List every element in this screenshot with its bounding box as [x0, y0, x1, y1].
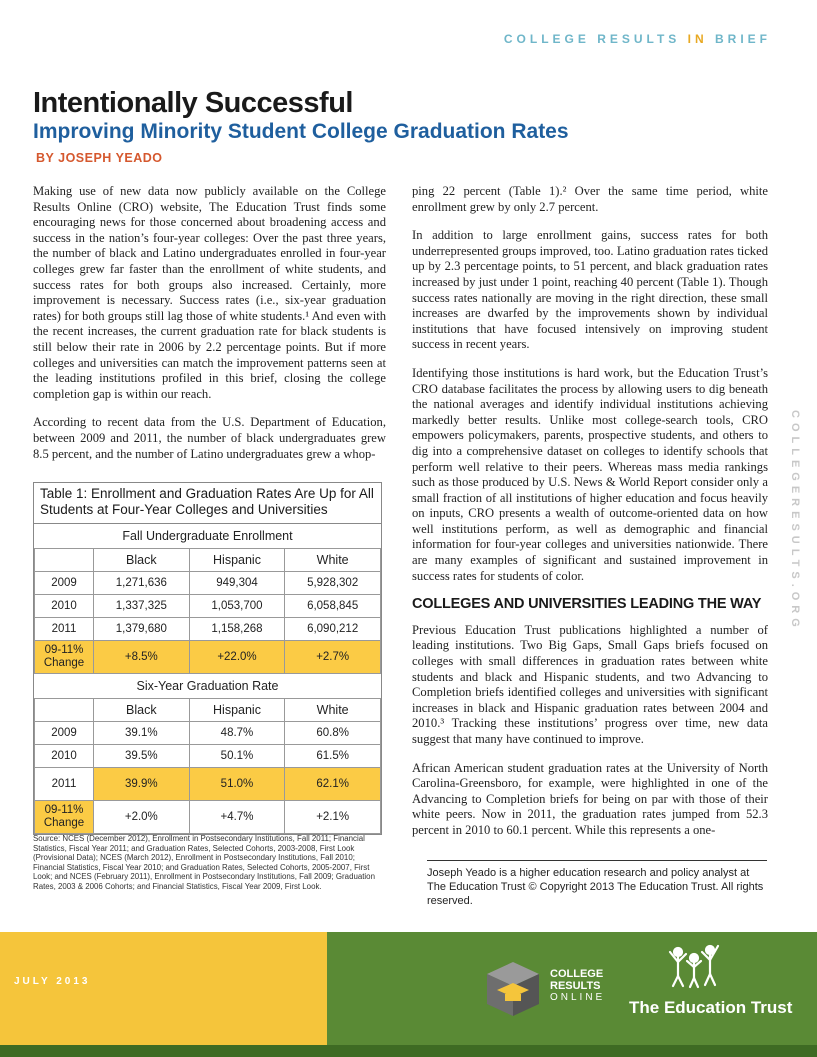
table-cell: 1,053,700 — [189, 595, 285, 618]
cro-line: RESULTS — [550, 980, 601, 992]
row-label: 2010 — [35, 745, 94, 768]
table-body — [34, 524, 381, 834]
table-cell: +8.5% — [94, 641, 190, 674]
table-title: Table 1: Enrollment and Graduation Rates Are Up for All Students at Four-Year Colleges and Universities — [34, 483, 381, 524]
cro-line: ONLINE — [550, 992, 606, 1003]
blank-cell — [35, 699, 94, 722]
table-cell: 60.8% — [285, 722, 381, 745]
column-header: Hispanic — [189, 699, 285, 722]
table-row-change — [35, 641, 381, 674]
table-row-change — [35, 801, 381, 834]
column-header: Black — [94, 549, 190, 572]
column-header: Black — [94, 699, 190, 722]
table-cell: 39.5% — [94, 745, 190, 768]
right-column — [412, 184, 768, 852]
paragraph: Previous Education Trust publications highlighted a number of leading institutions. Two Big Gaps, Small Gaps briefs focused on colleges with small differences in graduation rates between white students and black and Hispanic students, and two Advancing to Completion briefs identified colleges and universities with significant increases in black and Hispanic graduation rates between 2004 and 2010.³ Tracking these institutions’ progress over time, new data suggest that many have continued to improve. — [412, 622, 768, 746]
table-cell: 48.7% — [189, 722, 285, 745]
table-cell: 50.1% — [189, 745, 285, 768]
page-title: Intentionally Successful — [33, 87, 353, 119]
table-cell: +22.0% — [189, 641, 285, 674]
paragraph: Making use of new data now publicly available on the College Results Online (CRO) website, The Education Trust finds some encouraging news for those concerned about broadening access and success in the nation’s four-year colleges: Over the past three years, the number of black and Latino undergraduates enrolled in four-year colleges grew far faster than the enrollment of white students, and success rates for both groups also increased. Certainly, more improvement is necessary. Success rates (i.e., six-year graduation rates) for both groups still lag those of white students.¹ And even with the recent increases, the current graduation rate for black students is still below their rate in 2006 by 2.2 percentage points. But if more colleges and universities can match the improvement patterns seen at the leading institutions profiled in this brief, closing the college completion gap is within our reach. — [33, 184, 386, 401]
education-trust-logo-icon — [664, 940, 724, 990]
table-cell: 39.1% — [94, 722, 190, 745]
table-cell: 6,058,845 — [285, 595, 381, 618]
table-row — [35, 745, 381, 768]
row-label: 2009 — [35, 722, 94, 745]
college-results-online-logo-icon — [483, 956, 543, 1018]
sidebar-url: COLLEGERESULTS.ORG — [789, 410, 801, 632]
table-column-header-row — [35, 549, 381, 572]
paragraph: African American student graduation rates at the University of North Carolina-Greensboro, for example, were highlighted in one of the Advancing to Completion briefs for being on par with those of their white peers. Now in 2011, the graduation rates jumped from 52.3 percent in 2010 to 60.1 percent. While this represents a one- — [412, 760, 768, 837]
left-column — [33, 184, 386, 475]
row-label: 09-11% Change — [35, 641, 94, 674]
table-cell: 1,379,680 — [94, 618, 190, 641]
footer-date: JULY 2013 — [14, 976, 91, 987]
table-row — [35, 618, 381, 641]
header-tag-in: IN — [687, 32, 708, 46]
table-cell: 51.0% — [189, 768, 285, 801]
table-cell: 5,928,302 — [285, 572, 381, 595]
table-cell: 1,271,636 — [94, 572, 190, 595]
table-cell: 6,090,212 — [285, 618, 381, 641]
table-section-header — [35, 524, 381, 549]
table-sources: Source: NCES (December 2012), Enrollment in Postsecondary Institutions, Fall 2011; Financial Statistics, Fiscal Year 2011; and Graduation Rates, Selected Cohorts, 2003-2008, First Look (Provisional Data); NCES (March 2012), Enrollment in Postsecondary Institutions, Fall 2010; Financial Statistics, Fiscal Year 2010; and Graduation Rates, Selected Cohorts, 2005-2007, First Look; and NCES (February 2011), Enrollment in Postsecondary Institutions, Fall 2009; Graduation Rates, 2003 & 2006 Cohorts; and Financial Statistics, Fiscal Year 2009, First Look. — [33, 834, 375, 891]
table-cell: 61.5% — [285, 745, 381, 768]
author-note: Joseph Yeado is a higher education research and policy analyst at The Education Trust © Copyright 2013 The Education Trust. All rights reserved. — [427, 860, 767, 908]
byline: BY JOSEPH YEADO — [36, 151, 163, 165]
paragraph: According to recent data from the U.S. Department of Education, between 2009 and 2011, the number of black undergraduates grew 8.5 percent, and the number of Latino undergraduates grew a whop- — [33, 415, 386, 461]
row-label: 2011 — [35, 768, 94, 801]
blank-cell — [35, 549, 94, 572]
cro-line: COLLEGE — [550, 968, 604, 980]
table-cell: 62.1% — [285, 768, 381, 801]
row-label: 2009 — [35, 572, 94, 595]
footer-yellow-panel — [0, 932, 327, 1045]
cro-logo-text — [550, 968, 605, 1004]
table-section-header — [35, 674, 381, 699]
table-row — [35, 595, 381, 618]
education-trust-name: The Education Trust — [629, 998, 793, 1017]
page-subtitle: Improving Minority Student College Graduation Rates — [33, 120, 569, 143]
table-cell: +2.1% — [285, 801, 381, 834]
paragraph: Identifying those institutions is hard work, but the Education Trust’s CRO database facilitates the process by allowing users to dig beneath the national averages and identify individual institutions achieving markedly better results. Unlike most college-search tools, CRO empowers policymakers, parents, prospective students, and others to dig into a comprehensive dataset on colleges to identify schools that perform well relative to their peers. Whereas mass media rankings such as those produced by U.S. News & World Report consider only a small fraction of all institutions of higher education and focus heavily on inputs, CRO presents a wealth of outcome-oriented data on how well institutions perform, as well as demographic and financial information for four-year colleges and universities nationwide. There are many examples of significant and sustained improvement in success rates for students of color. — [412, 365, 768, 583]
row-label: 2011 — [35, 618, 94, 641]
table-cell: +2.7% — [285, 641, 381, 674]
header-tag-pre: COLLEGE RESULTS — [503, 32, 681, 46]
footer-strip — [0, 1045, 817, 1057]
table-row — [35, 572, 381, 595]
section-heading: COLLEGES AND UNIVERSITIES LEADING THE WAY — [412, 596, 762, 613]
paragraph: In addition to large enrollment gains, success rates for both underrepresented groups improved, too. Latino graduation rates ticked up by 2.3 percentage points, to 51 percent, and black graduation rates increased by just under 1 point, reaching 40 percent (Table 1). Though success rates nationally are moving in the right direction, these small increases are dwarfed by the improvements shown by individual institutions that have focused intensively on improving student success in recent years. — [412, 228, 768, 352]
table-cell: 1,337,325 — [94, 595, 190, 618]
header-tag-post: BRIEF — [715, 32, 771, 46]
row-label: 2010 — [35, 595, 94, 618]
column-header: White — [285, 549, 381, 572]
table-cell: 1,158,268 — [189, 618, 285, 641]
table-row — [35, 768, 381, 801]
table-column-header-row — [35, 699, 381, 722]
data-table — [33, 482, 382, 835]
column-header: White — [285, 699, 381, 722]
graduation-header: Six-Year Graduation Rate — [35, 674, 381, 699]
header-tag — [504, 32, 771, 46]
enrollment-header: Fall Undergraduate Enrollment — [35, 524, 381, 549]
column-header: Hispanic — [189, 549, 285, 572]
table-cell: +4.7% — [189, 801, 285, 834]
row-label: 09-11% Change — [35, 801, 94, 834]
paragraph: ping 22 percent (Table 1).² Over the same time period, white enrollment grew by only 2.7 percent. — [412, 184, 768, 214]
table-cell: 39.9% — [94, 768, 190, 801]
table-cell: 949,304 — [189, 572, 285, 595]
table-cell: +2.0% — [94, 801, 190, 834]
table-row — [35, 722, 381, 745]
